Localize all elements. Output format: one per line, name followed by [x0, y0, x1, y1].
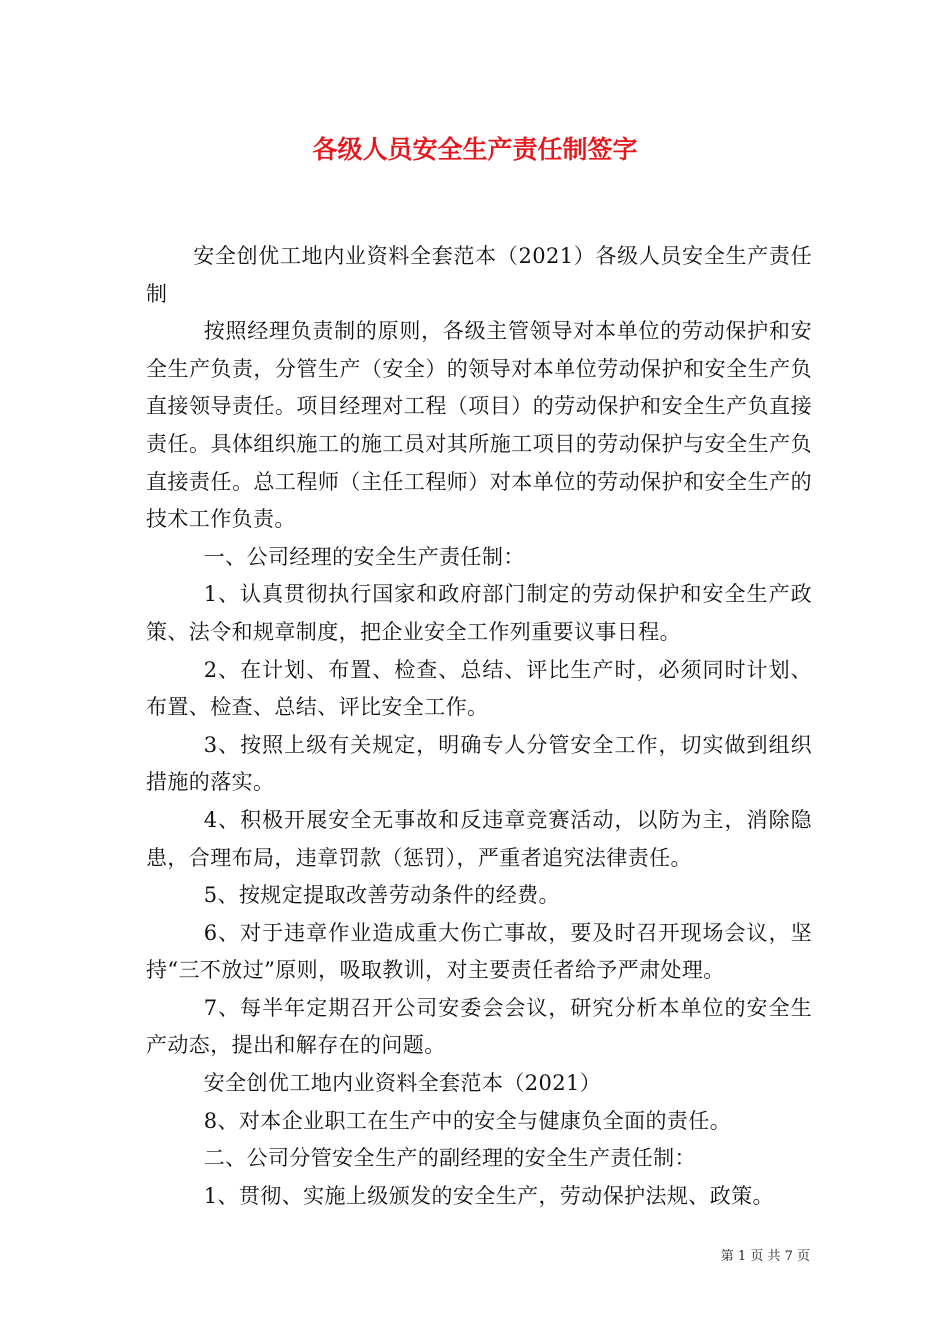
paragraph-intro-heading: 安全创优工地内业资料全套范本（2021）各级人员安全生产责任制: [146, 244, 812, 306]
document-body: [146, 238, 812, 1215]
list-item: 8、对本企业职工在生产中的安全与健康负全面的责任。: [203, 1108, 732, 1133]
section-heading-deputy: 二、公司分管安全生产的副经理的安全生产责任制：: [203, 1146, 696, 1171]
list-item: 3、按照上级有关规定，明确专人分管安全工作，切实做到组织措施的落实。: [146, 732, 812, 795]
list-item: 6、对于违章作业造成重大伤亡事故，要及时召开现场会议，坚持“三不放过”原则，吸取教训，对主要责任者给予严肃处理。: [146, 920, 812, 983]
list-item: 5、按规定提取改善劳动条件的经费。: [203, 883, 560, 908]
list-item: 1、贯彻、实施上级颁发的安全生产，劳动保护法规、政策。: [203, 1183, 774, 1208]
page-number: 第 1 页 共 7 页: [720, 1249, 810, 1264]
paragraph-principle: 按照经理负责制的原则，各级主管领导对本单位的劳动保护和安全生产负责，分管生产（安全）的领导对本单位劳动保护和安全生产负直接领导责任。项目经理对工程（项目）的劳动保护和安全生产负直接责任。具体组织施工的施工员对其所施工项目的劳动保护与安全生产负直接责任。总工程师（主任工程师）对本单位的劳动保护和安全生产的技术工作负责。: [146, 319, 812, 532]
list-item: 2、在计划、布置、检查、总结、评比生产时，必须同时计划、布置、检查、总结、评比安全工作。: [146, 657, 812, 720]
list-item: 4、积极开展安全无事故和反违章竞赛活动，以防为主，消除隐患，合理布局，违章罚款（惩罚），严重者追究法律责任。: [146, 807, 812, 870]
section-heading-manager: 一、公司经理的安全生产责任制：: [203, 544, 525, 569]
list-item: 7、每半年定期召开公司安委会会议，研究分析本单位的安全生产动态，提出和解存在的问题。: [146, 995, 812, 1058]
list-item: 1、认真贯彻执行国家和政府部门制定的劳动保护和安全生产政策、法令和规章制度，把企业安全工作列重要议事日程。: [146, 582, 812, 644]
document-title: 各级人员安全生产责任制签字: [312, 135, 638, 164]
paragraph-source-note: 安全创优工地内业资料全套范本（2021）: [203, 1071, 602, 1096]
